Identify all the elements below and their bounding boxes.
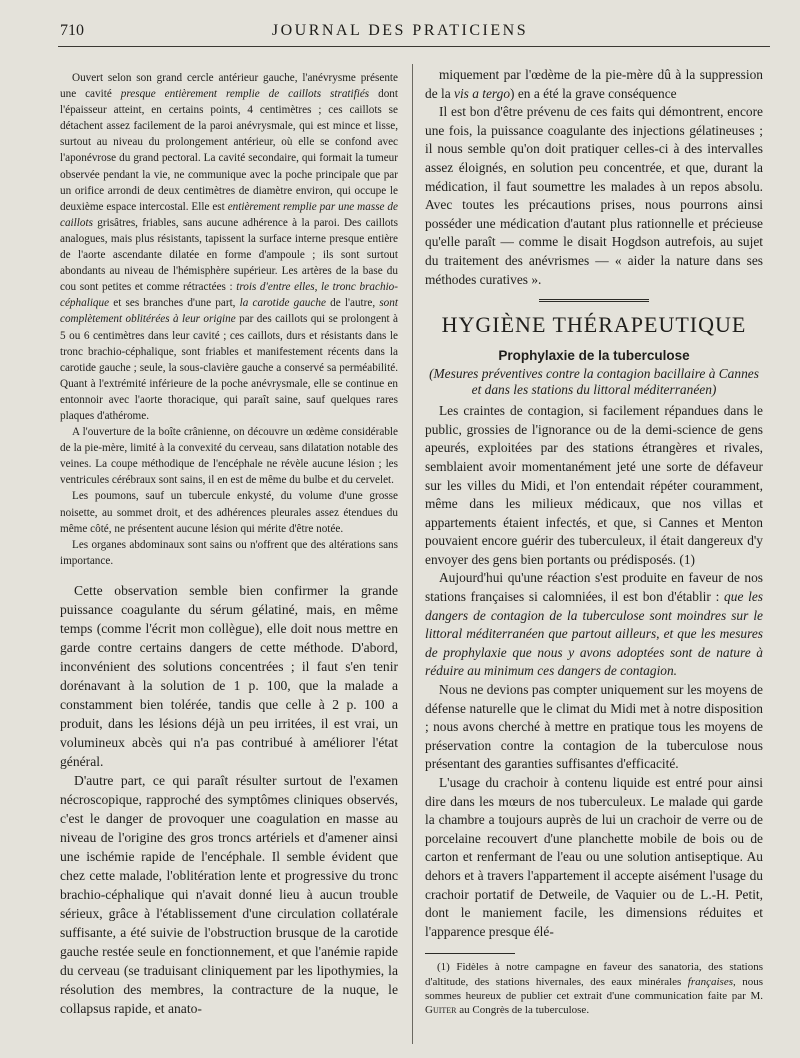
paragraph — [60, 70, 398, 424]
right-column — [425, 66, 763, 1017]
left-column — [60, 70, 398, 1018]
text-run: Nous ne devions pas compter uniquement sur les moyens de défense naturelle que le climat du Midi met à notre disposition ; nous avons cherché à mettre en pratique tous les moyens de préservation contre la contagion de la tuberculose nous présentant des garanties suffisantes d'efficacité. — [425, 682, 763, 772]
italic-text: vis a tergo — [454, 85, 511, 101]
text-run: par des caillots qui se prolongent à 5 ou 6 centimètres dans leur cavité ; ces caillots, durs et résistants dans le tronc brachio-céphalique, sont friables et manifestement récents dans la carotide gauche ; seule, la sous-clavière gauche a conservé sa perméabilité. Quant à l'extrémité inférieure de la poche anévrysmale, elle se continue en entonnoir avec l'aorte thoracique, qui paraît saine, sauf quelques rares plaques d'athérome. — [60, 313, 398, 422]
italic-text: presque entièrement remplie de caillots stratifiés — [120, 88, 370, 101]
footnote-rule — [425, 953, 515, 954]
text-run: Il est bon d'être prévenu de ces faits qui démontrent, encore une fois, la puissance coagulante des injections gélatineuses ; il nous semble qu'on doit pratiquer celles-ci à des intervalles assez éloignés, en solution peu concentrée, et que, durant la médication, il faut soumettre les malades à un repos absolu. Avec toutes les précautions prises, nous pourrons ainsi posséder une médication d'autant plus rationnelle et précieuse qu'elle paraît — comme le disait Hogdson autrefois, au sujet du traitement des anévrismes — « aider la nature dans ses méthodes curatives ». — [425, 104, 763, 287]
journal-title: JOURNAL DES PRATICIENS — [271, 22, 529, 39]
text-run: Les craintes de contagion, si facilement répandues dans le public, grossies de l'ignorance ou de la demi-science de gens apeurés, exploitées par des stations étrangères et rivales, semblaient avoir momentanément jeté une sorte de défaveur sur les villes du Midi, et l'on entendait répéter couramment, même dans les milieux médicaux, que nos villas et appartements étaient infectés, et que, si Cannes et Menton pouvaient encore guérir des tuberculeux, il était dangereux d'y envoyer des gens bien portants ou prédisposés. (1) — [425, 403, 763, 567]
italic-text: trois d'entre elles, le tronc brachio-céphalique — [60, 281, 399, 310]
article-subtitle — [425, 366, 763, 398]
text-run: (1) Fidèles à notre campagne en faveur des sanatoria, des stations d'altitude, des stations hivernales, des eaux minérales — [425, 961, 763, 988]
text-run: dont l'épaisseur atteint, en certains points, 4 centimètres ; ces caillots se détachent assez facilement de la paroi anévrysmale, qui est mince et lisse, surtout au niveau du prolongement antérieur, où elle se confond avec l'aponévrose du grand pectoral. La cavité secondaire, qui formait la tumeur observée pendant la vie, ne communique avec la poche principale que par un orifice arrondi de deux centimètres de diamètre environ, qui occupe le deuxième espace intercostal. Elle est — [60, 88, 398, 213]
paragraph — [425, 103, 763, 289]
paragraph — [425, 402, 763, 569]
subtitle-line-2: et dans les stations du littoral méditerranéen) — [471, 382, 717, 398]
text-run: Aujourd'hui qu'une réaction s'est produite en faveur de nos stations françaises si calomniées, il est bon d'établir : — [425, 570, 763, 605]
running-head — [0, 20, 800, 48]
italic-text: entièrement remplie par une masse de caillots — [60, 200, 398, 229]
header-rule — [58, 46, 770, 47]
text-run: de l'autre, — [325, 297, 380, 310]
article-title: Prophylaxie de la tuberculose — [498, 348, 690, 364]
section-separator — [539, 299, 649, 302]
italic-text: françaises — [687, 975, 734, 988]
text-run: miquement par l'œdème de la pie-mère dû à la suppression de la — [425, 67, 763, 101]
paragraph — [60, 537, 398, 569]
text-run: D'autre part, ce qui paraît résulter surtout de l'examen nécroscopique, rapproché des symptômes cliniques observés, c'est le danger de provoquer une coagulation en masse au niveau de l'origine des gros troncs artériels et d'amener ainsi une ischémie rapide de l'encéphale. Il semble évident que chez cette malade, l'oblitération lente et progressive du tronc brachio-céphalique qui n'avait donné lieu à aucun trouble sérieux, grâce à l'établissement d'une circulation collatérale suffisante, a été suivie de l'obstruction brusque de la carotide gauche restée seule en fonctionnement, et que l'anémie rapide du cerveau (se traduisant cliniquement par les lipothymies, la résolution des membres, la contracture de la nuque, le collapsus rapide, et anato- — [60, 772, 398, 1016]
text-run: , nous sommes heureux de publier cet extrait d'une communication faite par M. — [425, 975, 763, 1002]
italic-text: la carotide gauche — [239, 297, 326, 310]
text-run: L'usage du crachoir à contenu liquide est entré pour ainsi dire dans les mœurs de nos tuberculeux. Le malade qui garde la chambre a toujours auprès de lui un crachoir de verre ou de porcelaine recouvert d'une planchette mobile de bois ou de carton et renfermant de l'eau ou une solution antiseptique. Au dehors et à travers l'appartement il accepte aisément l'usage du crachoir portatif de Detweile, de Vaquier ou de L.-H. Petit, dont le maniement facile, les dimensions réduites et l'apparence presque élé- — [425, 775, 763, 939]
subtitle-line-1: (Mesures préventives contre la contagion bacillaire à Cannes — [429, 366, 759, 382]
italic-text: que les dangers de contagion de la tuberculose sont moindres sur le littoral méditerranéen que partout ailleurs, et que les mesures de prophylaxie que nous y avons adoptées sont de nature à réduire au minimum ces dangers de contagion. — [425, 589, 763, 679]
italic-text: sont complètement oblitérées à leur origine — [60, 297, 398, 326]
paragraph — [60, 771, 398, 1018]
paragraph — [60, 424, 398, 488]
page-number: 710 — [60, 22, 84, 39]
text-run: Cette observation semble bien confirmer la grande puissance coagulante du sérum gélatiné, mais, en même temps (comme l'écrit mon collègue), elle doit nous mettre en garde contre certains dangers de cette méthode. D'abord, inconvénient des solutions concentrées ; il faut s'en tenir dorénavant à la solution de 1 p. 100, que la malade a constamment bien tolérée, tandis que celle à 2 p. 100 a produit, dans les lésions déjà un peu irritées, il est vrai, un volumineux abcès qui n'a pas contribué à améliorer l'état général. — [60, 582, 398, 769]
footnote-text — [425, 960, 763, 1017]
text-run: grisâtres, friables, sans aucune adhérence à la paroi. Des caillots analogues, mais plus résistants, tapissent la surface interne presque entière de l'aorte ascendante dilatée en forme d'ampoule ; ils sont surtout abondants au niveau de l'hémisphère supérieur. Les artères de la base du cou sont petites et comme rétractées : — [60, 216, 398, 294]
paragraph — [60, 488, 398, 536]
paragraph — [60, 581, 398, 771]
column-divider — [412, 64, 413, 1044]
text-run: Guiter — [425, 1003, 457, 1016]
paragraph — [425, 66, 763, 103]
paragraph — [425, 681, 763, 774]
text-run: Les poumons, sauf un tubercule enkysté, du volume d'une grosse noisette, au sommet droit, et des adhérences pleurales assez étendues du même côté, ne présentent aucune lésion qui mérite d'être notée. — [60, 490, 398, 535]
text-run: au Congrès de la tuberculose. — [456, 1003, 590, 1016]
text-run: Les organes abdominaux sont sains ou n'offrent que des altérations sans importance. — [60, 538, 398, 567]
text-run: ) en a été la grave conséquence — [510, 85, 677, 101]
commentary — [60, 581, 398, 1018]
text-run: et ses branches d'une part, — [109, 297, 240, 310]
section-title: HYGIÈNE THÉRAPEUTIQUE — [441, 312, 747, 338]
autopsy-report — [60, 70, 398, 569]
paragraph-gap — [60, 569, 398, 581]
paragraph — [425, 774, 763, 941]
paragraph — [425, 569, 763, 681]
commentary-continued — [425, 66, 763, 289]
text-run: A l'ouverture de la boîte crânienne, on découvre un œdème considérable de la pie-mère, limité à la convexité du cerveau, sans dilatation notable des veines. La coupe méthodique de l'encéphale ne révèle aucune lésion ; les ventricules cérébraux sont sains, il en est de même du bulbe et du cervelet. — [60, 426, 398, 487]
text-run: Ouvert selon son grand cercle antérieur gauche, l'anévrysme présente une cavité — [60, 72, 398, 101]
footnote — [425, 960, 763, 1017]
article-body — [425, 402, 763, 941]
